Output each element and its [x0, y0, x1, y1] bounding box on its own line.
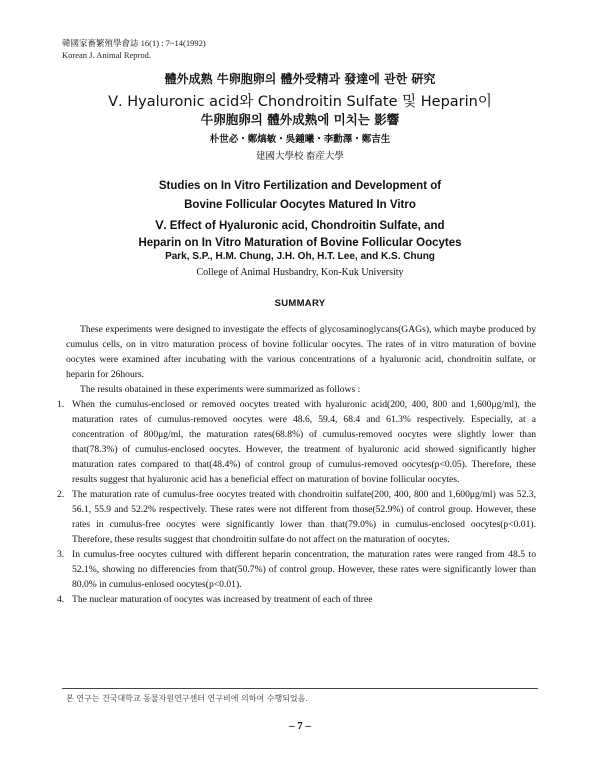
finding-text: The nuclear maturation of oocytes was increased by treatment of each of three — [72, 594, 373, 605]
funding-footnote: 본 연구는 건국대학교 동물자원연구센터 연구비에 의하여 수행되었음. — [66, 694, 308, 703]
results-intro: The results obatained in these experiments were summarized as follows : — [80, 384, 361, 395]
finding-item — [57, 547, 536, 592]
journal-citation: 韓國家畜繁殖學會誌 16(1) : 7~14(1992) — [62, 38, 206, 48]
korean-affiliation: 建國大學校 畜産大學 — [256, 152, 344, 162]
english-affiliation: College of Animal Husbandry, Kon-Kuk University — [196, 267, 404, 278]
english-title-line-1: Studies on In Vitro Fertilization and Development of — [158, 180, 442, 192]
journal-header — [62, 38, 206, 61]
finding-item — [57, 592, 536, 607]
english-title-line-3: Ⅴ. Effect of Hyaluronic acid, Chondroitin Sulfate, and — [155, 220, 445, 232]
finding-item — [57, 487, 536, 547]
summary-body — [57, 322, 536, 607]
finding-number: 2. — [57, 489, 65, 500]
korean-title-line-3: 牛卵胞卵의 體外成熟에 미치는 影響 — [200, 112, 400, 127]
english-title-line-4: Heparin on In Vitro Maturation of Bovine Follicular Oocytes — [138, 237, 462, 249]
korean-title-line-2: Ⅴ. Hyaluronic acid와 Chondroitin Sulfate 및 Heparin이 — [108, 94, 492, 110]
korean-authors: 朴世必・鄭熇敏・吳鍾曦・李勳澤・鄭吉生 — [209, 134, 391, 145]
findings-list — [57, 397, 536, 607]
korean-title-line-1: 體外成熟 牛卵胞卵의 體外受精과 發達에 관한 硏究 — [164, 72, 436, 86]
finding-number: 3. — [57, 549, 65, 560]
finding-item — [57, 397, 536, 487]
english-title-line-2: Bovine Follicular Oocytes Matured In Vitro — [184, 199, 416, 211]
finding-text: In cumulus-free oocytes cultured with different heparin concentration, the maturation rates were ranged from 48.5 to 52.1%, showing no differencies from that(50.7%) of control group. However, these rates were significantly lower than 80.0% in cumulus-enlosed oocytes(p<0.01). — [72, 549, 536, 590]
summary-paragraph: These experiments were designed to investigate the effects of glycosaminoglycans(GAGs), which maybe produced by cumulus cells, on in vitro maturation process of bovine follicular oocytes. The rates of in vitro maturation of bovine oocytes were examined after incubating with the various concentrations of a hyaluronic acid, chondroitin sulfate, or heparin for 26hours. — [66, 324, 536, 380]
finding-text: The maturation rate of cumulus-free oocytes treated with chondroitin sulfate(200, 400, 800 and 1,600μg/ml) was 52.3, 56.1, 55.9 and 52.2% respectively. These rates were not different from those(52.9%) of control group. However, these rates in cumulus-free oocytes were significantly lower than that(79.0%) in cumulus-enclosed oocytes(p<0.01). Therefore, these results suggest that chondroitin sulfate do not affect on the maturation of oocytes. — [72, 489, 536, 545]
journal-name: Korean J. Animal Reprod. — [62, 49, 151, 60]
finding-text: When the cumulus-enclosed or removed oocytes treated with hyaluronic acid(200, 400, 800 and 1,600μg/ml), the maturation rates of cumulus-removed oocytes were 48.6, 59.4, 68.4 and 61.3% respectively. Especially, at a concentration of 800μg/ml, the maturation rates(68.8%) of cumulus-removed oocytes were slightly lower than that(78.3%) of cumulus-enclosed oocytes. However, the treatment of hyaluronic acid showed significantly higher maturation rates compared to that(48.4%) of control group of cumulus-removed oocytes(p<0.05). Therefore, these results suggest that hyaluronic acid has a beneficial effect on maturation of bovine follicular oocytes. — [72, 399, 536, 485]
footnote-divider — [62, 688, 538, 689]
finding-number: 4. — [57, 594, 65, 605]
page-number: – 7 – — [289, 720, 311, 732]
finding-number: 1. — [57, 399, 65, 410]
summary-heading: SUMMARY — [274, 298, 326, 309]
english-authors: Park, S.P., H.M. Chung, J.H. Oh, H.T. Lee, and K.S. Chung — [165, 251, 435, 262]
